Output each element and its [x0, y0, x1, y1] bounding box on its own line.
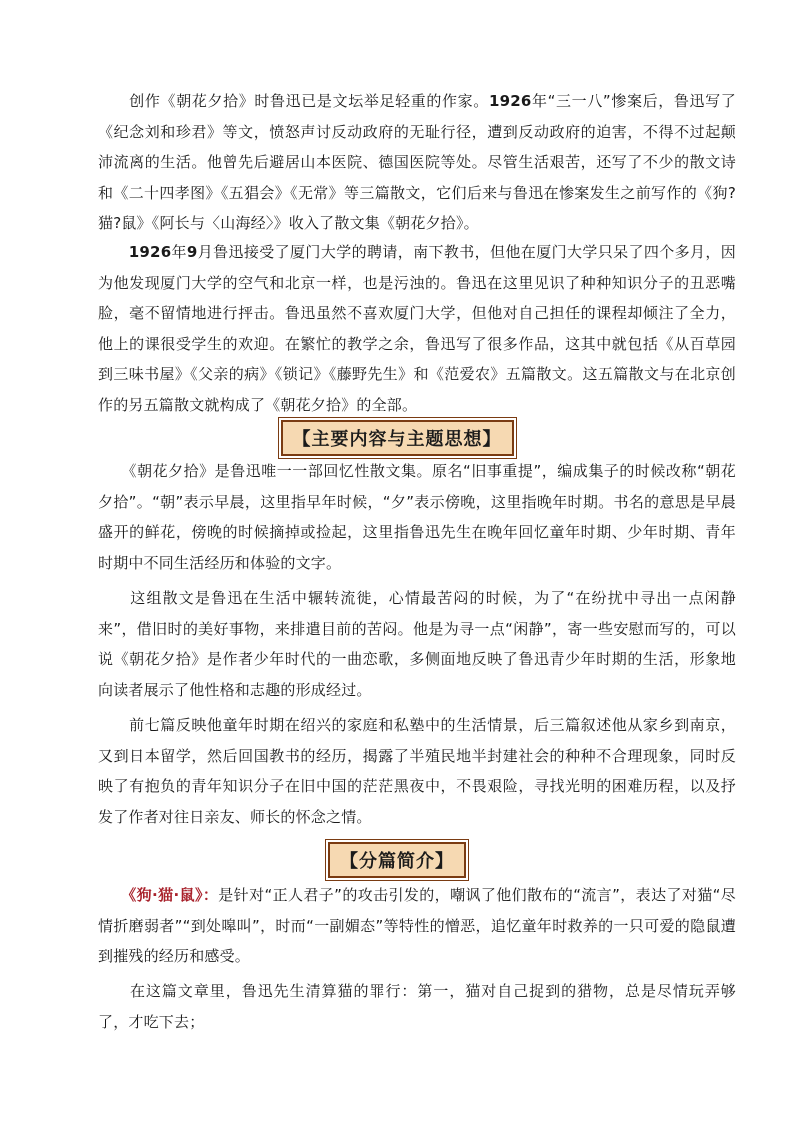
text-run: 月鲁迅接受了厦门大学的聘请，南下教书，但他在厦门大学只呆了四个多月，因为他发现厦门大学的空气和北京一样，也是污浊的。鲁迅在这里见识了种种知识分子的丑恶嘴脸，毫不留情地进行抨击。鲁迅虽然不喜欢厦门大学，但他对自己担任的课程却倾注了全力，他上的课很受学生的欢迎。在繁忙的教学之余，鲁迅写了很多作品，这其中就包括《从百草园到三味书屋》《父亲的病》《锁记》《藤野先生》和《范爱农》五篇散文。这五篇散文与在北京创作的另五篇散文就构成了《朝花夕拾》的全部。 [98, 243, 737, 414]
text-run: 是针对“正人君子”的攻击引发的，嘲讽了他们散布的“流言”，表达了对猫“尽情折磨弱者”“到处嗥叫”，时而“一副媚态”等特性的憎恶，追忆童年时救养的一只可爱的隐鼠遭到摧残的经历和感受。 [98, 886, 736, 965]
section-heading-wrap [0, 420, 794, 456]
year-1926: 1926 [128, 243, 172, 261]
paragraph-dog-cat-mouse [98, 880, 736, 972]
paragraph-theme: 这组散文是鲁迅在生活中辗转流徙，心情最苦闷的时候，为了“在纷扰中寻出一点闲静来”，借旧时的美好事物，来排遣目前的苦闷。他是为寻一点“闲静”，寄一些安慰而写的，可以说《朝花夕拾》是作者少年时代的一曲恋歌，多侧面地反映了鲁迅青少年时期的生活，形象地向读者展示了他性格和志趣的形成经过。 [98, 589, 736, 699]
section-heading-main-content: 【主要内容与主题思想】 [281, 420, 514, 456]
paragraph-background-2 [98, 237, 736, 420]
paragraph-background-1 [98, 86, 736, 239]
year-1926: 1926 [488, 92, 532, 110]
section-heading-wrap [0, 842, 794, 878]
text-run: 年“三一八”惨案后，鲁迅写了《纪念刘和珍君》等文，愤怒声讨反动政府的无耻行径，遭到反动政府的迫害，不得不过起颠沛流离的生活。他曾先后避居山本医院、德国医院等处。尽管生活艰苦，还写了不少的散文诗和《二十四孝图》《五猖会》《无常》等三篇散文，它们后来与鲁迅在惨案发生之前写作的《狗?猫?鼠》《阿长与〈山海经〉》收入了散文集《朝花夕拾》。 [98, 92, 736, 232]
section-heading-chapter-intro: 【分篇简介】 [328, 842, 466, 878]
paragraph-cat-crimes: 在这篇文章里，鲁迅先生清算猫的罪行：第一，猫对自己捉到的猎物，总是尽情玩弄够了，才吃下去； [98, 982, 736, 1031]
chapter-title-dog-cat-mouse: 《狗·猫·鼠》： [128, 886, 219, 904]
paragraph-book-title-meaning: 《朝花夕拾》是鲁迅唯一一部回忆性散文集。原名“旧事重提”，编成集子的时候改称“朝花夕拾”。“朝”表示早晨，这里指早年时候，“夕”表示傍晚，这里指晚年时期。书名的意思是早晨盛开的鲜花，傍晚的时候摘掉或捡起，这里指鲁迅先生在晚年回忆童年时期、少年时期、青年时期中不同生活经历和体验的文字。 [98, 462, 736, 572]
month-9: 9 [186, 243, 198, 261]
text-run: 创作《朝花夕拾》时鲁迅已是文坛举足轻重的作家。 [98, 92, 489, 110]
paragraph-structure: 前七篇反映他童年时期在绍兴的家庭和私塾中的生活情景，后三篇叙述他从家乡到南京，又到日本留学，然后回国教书的经历，揭露了半殖民地半封建社会的种种不合理现象，同时反映了有抱负的青年知识分子在旧中国的茫茫黑夜中，不畏艰险，寻找光明的困难历程，以及抒发了作者对往日亲友、师长的怀念之情。 [98, 716, 736, 826]
text-run: 年 [171, 243, 187, 261]
